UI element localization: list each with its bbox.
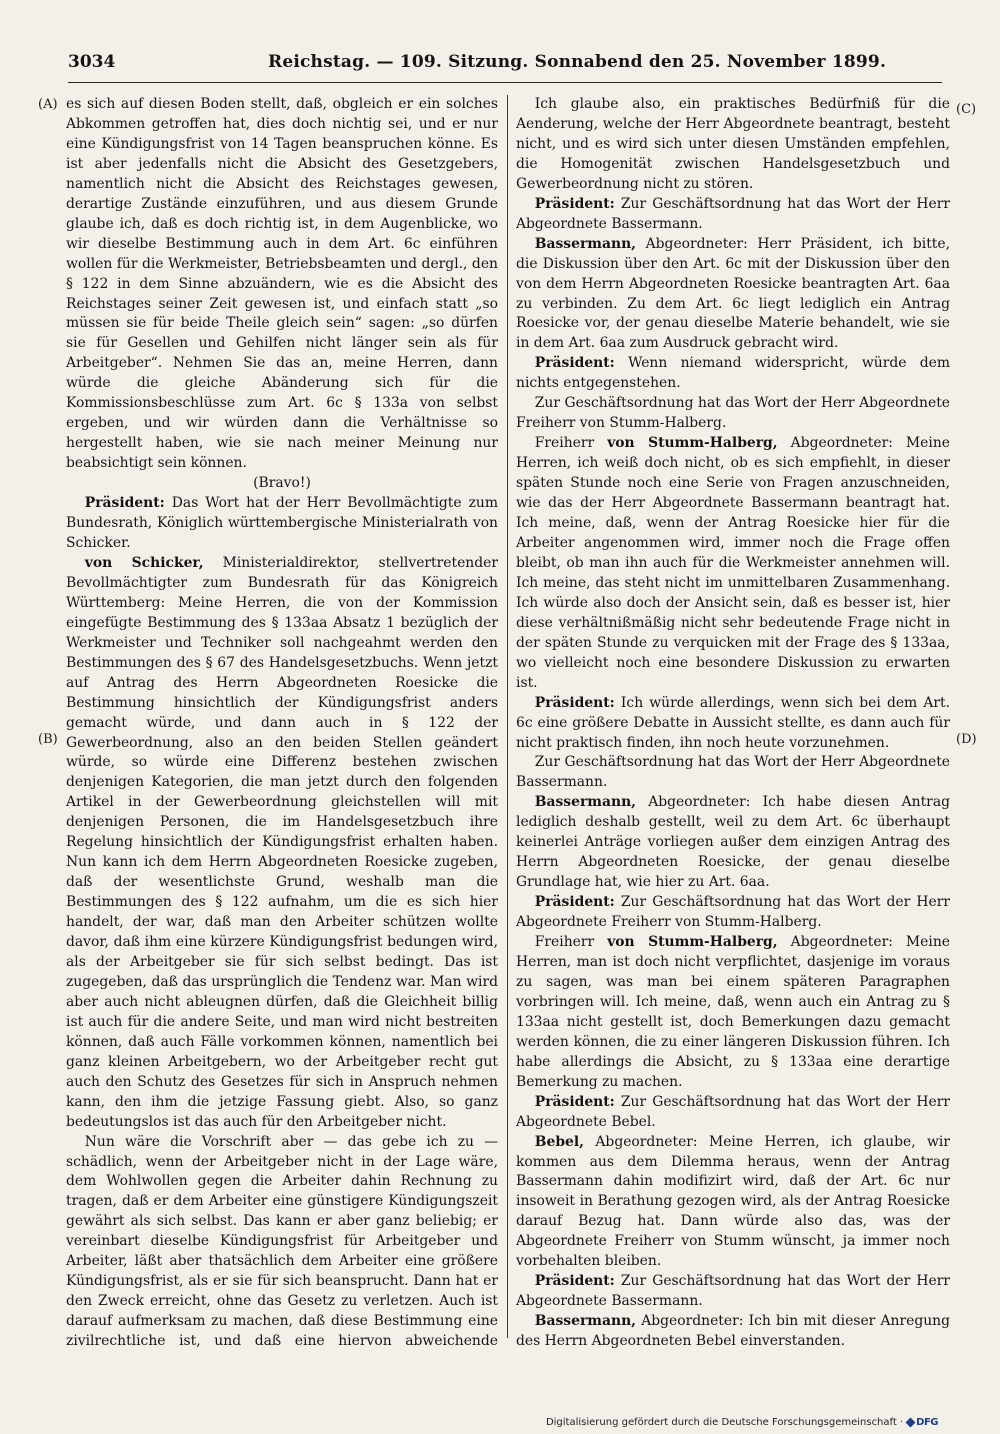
paragraph: es sich auf diesen Boden stellt, daß, obgleich er ein solches Abkommen getroffen hat, dies doch nichtig sei, und er nur eine Kündigungsfrist von 14 Tagen beanspruchen könne. Es ist aber jedenfalls nicht die Absicht des Gesetzgebers, namentlich nicht die Absicht des Reichstages gewesen, derartige Zustände einzuführen, und aus diesem Grunde glaube ich, daß es doch richtig ist, in dem Augenblicke, wo wir dieselbe Bestimmung auch in dem Art. 6c einführen wollen für die Werkmeister, Betriebsbeamten und dergl., den § 122 in dem Sinne abzuändern, wie es die Absicht des Reichstages seiner Zeit gewesen ist, und einfach statt „so müssen sie für beide Theile gleich sein“ sagen: „so dürfen sie für Gesellen und Gehilfen nicht länger sein als für Arbeitgeber“. Nehmen Sie das an, meine Herren, dann würde die gleiche Abänderung sich für die Kommissionsbeschlüsse zum Art. 6c § 133a von selbst ergeben, und wir würden dann die Verhältnisse so hergestellt haben, wie sie nach meiner Meinung nur beabsichtigt sein können.	[66, 96, 498, 472]
speaker-name: Bassermann,	[534, 235, 637, 252]
paragraph	[516, 694, 950, 754]
speech-text: Abgeordneter: Meine Herren, ich weiß doch nicht, ob es sich empfiehlt, in dieser späten Stunde noch eine Serie von Fragen anzuschneiden, wie das der Herr Abgeordnete Bassermann beantragt hat. Ich meine, daß, wenn der Antrag Roesicke hier für die Arbeiter angenommen wird, immer noch die Frage offen bleibt, ob man ihn auch für die Werkmeister annehmen will. Ich meine, das steht nicht im unmittelbaren Zusammenhang. Ich würde also doch der Ansicht sein, daß es besser ist, hier diese verhältnißmäßig nicht sehr bedeutende Frage nicht in der späten Stunde zu verquicken mit der Frage des § 133aa, wo vielleicht noch eine besondere Diskussion zu erwarten ist.	[516, 435, 950, 691]
speech-text: Abgeordneter: Herr Präsident, ich bitte, die Diskussion über den Art. 6c mit der Diskussion über den von dem Herrn Abgeordneten Roesicke beantragten Art. 6aa zu verbinden. Zu dem Art. 6c liegt lediglich ein Antrag Roesicke vor, der genau dieselbe Materie behandelt, wie sie in dem Art. 6aa zum Ausdruck gebracht wird.	[516, 235, 950, 352]
speaker-name: Präsident:	[534, 894, 615, 911]
speaker-name: Bebel,	[534, 1133, 584, 1150]
paragraph	[516, 1133, 950, 1273]
paragraph	[516, 1093, 950, 1133]
speech-text: Das Wort hat der Herr Bevollmächtigte zum Bundesrath, Königlich württembergische Ministerialrath von Schicker.	[66, 495, 498, 551]
paragraph	[516, 793, 950, 893]
speaker-name: Präsident:	[534, 1273, 615, 1290]
margin-marker-b: (B)	[38, 732, 58, 747]
paragraph	[516, 893, 950, 933]
margin-marker-a: (A)	[38, 97, 58, 112]
speech-text: Abgeordneter: Ich bin mit dieser Anregung des Herrn Abgeordneten Bebel einverstanden.	[516, 1313, 950, 1348]
paragraph	[516, 1312, 950, 1348]
column-divider	[507, 95, 508, 1338]
speaker-name: Bassermann,	[534, 794, 637, 811]
running-title: Reichstag. — 109. Sitzung. Sonnabend den 25. November 1899.	[268, 52, 887, 72]
speaker-name: Präsident:	[534, 355, 615, 372]
dfg-logo-text: DFG	[916, 1417, 938, 1428]
paragraph: Zur Geschäftsordnung hat das Wort der Herr Abgeordnete Freiherr von Stumm-Halberg.	[516, 395, 950, 432]
credit-text: Digitalisierung gefördert durch die Deutsche Forschungsgemeinschaft ·	[545, 1417, 904, 1428]
speaker-name: von Stumm-Halberg,	[607, 435, 778, 452]
speaker-name: Präsident:	[534, 694, 615, 711]
speaker-name: Präsident:	[534, 1093, 615, 1110]
paragraph	[66, 554, 498, 1133]
paragraph	[516, 195, 950, 235]
paragraph	[516, 354, 950, 394]
speech-text: Wenn niemand widerspricht, würde dem nichts entgegenstehen.	[516, 355, 950, 392]
speech-text: Ministerialdirektor, stellvertretender Bevollmächtigter zum Bundesrath für das Königreich Württemberg: Meine Herren, die von der Kommission eingefügte Bestimmung des § 133aa Absatz 1 bezüglich der Werkmeister und Techniker soll nachgeahmt werden den Bestimmungen des § 67 des Handelsgesetzbuchs. Wenn jetzt auf Antrag des Herrn Abgeordneten Roesicke die Bestimmung hinsichtlich der Kündigungsfrist anders gemacht würde, und dann auch in § 122 der Gewerbeordnung, also an den beiden Stellen geändert würde, so würde eine Differenz bestehen zwischen denjenigen Kategorien, die man jetzt durch den folgenden Artikel in der Gewerbeordnung gleichstellen will mit denjenigen Personen, die im Handelsgesetzbuch ihre Regelung hinsichtlich der Kündigungsfrist erhalten haben. Nun kann ich dem Herrn Abgeordneten Roesicke zugeben, daß der wesentlichste Grund, weshalb man die Bestimmungen des § 122 aufnahm, um die es sich hier handelt, der war, daß man den Arbeiter schützen wollte davor, daß ihm eine kürzere Kündigungsfrist bedungen wird, als der Arbeitgeber sie für sich selbst bedingt. Das ist zugegeben, daß das ursprünglich die Tendenz war. Man wird aber auch nicht ableugnen dürfen, daß die Gleichheit billig ist auch für die andere Seite, und man wird nicht bestreiten können, daß auch Fälle vorkommen können, namentlich bei ganz kleinen Arbeitgebern, wo der Arbeitgeber recht gut auch den Schutz des Gesetzes für sich in Anspruch nehmen kann, den ihm die jetzige Fassung giebt. Also, so ganz bedeutungslos ist das auch für den Arbeitgeber nicht.	[66, 554, 498, 1130]
paragraph	[66, 494, 498, 554]
speaker-title: Freiherr	[534, 435, 595, 452]
speaker-title: Freiherr	[534, 934, 595, 951]
paragraph	[516, 434, 950, 693]
paragraph	[516, 235, 950, 355]
speech-text: Zur Geschäftsordnung hat das Wort der Herr Abgeordnete Bassermann.	[516, 195, 950, 232]
margin-marker-d: (D)	[956, 732, 977, 747]
speech-text: Zur Geschäftsordnung hat das Wort der Herr Abgeordnete Freiherr von Stumm-Halberg.	[516, 894, 950, 931]
interjection: (Bravo!)	[253, 475, 311, 492]
page-header	[68, 52, 942, 83]
dfg-logo	[907, 1417, 938, 1428]
speech-text: Zur Geschäftsordnung hat das Wort der Herr Abgeordnete Bebel.	[516, 1093, 950, 1130]
paragraph: Nun wäre die Vorschrift aber — das gebe ich zu — schädlich, wenn der Arbeitgeber nicht in der Lage wäre, dem Wohlwollen gegen die Arbeiter dahin Rechnung zu tragen, daß er dem Arbeiter eine günstigere Kündigungszeit gewährt als sich selbst. Das kann er aber ganz beliebig; er vereinbart dieselbe Kündigungsfrist für Arbeitgeber und Arbeiter, läßt aber thatsächlich dem Arbeiter eine größere Kündigungsfrist, als er sie für sich beansprucht. Dann hat er den Zweck erreicht, ohne das Gesetz zu verletzen. Auch ist darauf aufmerksam zu machen, daß diese Bestimmung eine zivilrechtliche ist, und daß eine hiervon abweichende	[66, 1133, 498, 1348]
left-column	[66, 95, 498, 1348]
speaker-name: Präsident:	[84, 495, 165, 512]
speaker-name: von Schicker,	[84, 554, 204, 571]
paragraph	[516, 933, 950, 1093]
paragraph	[516, 1272, 950, 1312]
dfg-diamond-icon	[906, 1418, 916, 1428]
speaker-name: von Stumm-Halberg,	[607, 934, 778, 951]
speech-text: Abgeordneter: Ich habe diesen Antrag lediglich deshalb gestellt, weil zu dem Art. 6c überhaupt keinerlei Anträge vorliegen außer dem einzigen Antrag des Herrn Abgeordneten Roesicke, der genau dieselbe Grundlage hat, wie hier zu Art. 6aa.	[516, 794, 950, 891]
right-column	[516, 95, 950, 1348]
digitization-credit	[546, 1417, 938, 1428]
speaker-name: Bassermann,	[534, 1313, 637, 1330]
speech-text: Ich würde allerdings, wenn sich bei dem Art. 6c eine größere Debatte in Aussicht stellte, es dann auch für nicht praktisch finden, ihn noch heute vorzunehmen.	[516, 694, 950, 751]
speech-text: Zur Geschäftsordnung hat das Wort der Herr Abgeordnete Bassermann.	[516, 1273, 950, 1310]
speech-text: Abgeordneter: Meine Herren, ich glaube, wir kommen aus dem Dilemma heraus, wenn der Antrag Bassermann dahin modifizirt wird, daß der Art. 6c nur insoweit in Berathung gezogen wird, als der Antrag Roesicke darauf Bezug hat. Dann würde also das, was der Abgeordnete Freiherr von Stumm wünscht, ja immer noch vorbehalten bleiben.	[516, 1133, 950, 1270]
speech-text: Abgeordneter: Meine Herren, man ist doch nicht verpflichtet, dasjenige im voraus zu sagen, was man bei einem späteren Paragraphen vorbringen will. Ich meine, daß, wenn auch ein Antrag zu § 133aa nicht gestellt ist, doch Bemerkungen dazu gemacht werden können, die zu einer längeren Diskussion führen. Ich habe allerdings die Absicht, zu § 133aa eine derartige Bemerkung zu machen.	[516, 934, 950, 1090]
speaker-name: Präsident:	[534, 195, 615, 212]
margin-marker-c: (C)	[956, 102, 977, 117]
paragraph: Ich glaube also, ein praktisches Bedürfniß für die Aenderung, welche der Herr Abgeordnete beantragt, besteht nicht, und es wird sich unter diesen Umständen empfehlen, die Homogenität zwischen Handelsgesetzbuch und Gewerbeordnung nicht zu stören.	[516, 96, 950, 192]
paragraph: Zur Geschäftsordnung hat das Wort der Herr Abgeordnete Bassermann.	[516, 754, 950, 791]
page-number: 3034	[68, 52, 116, 72]
